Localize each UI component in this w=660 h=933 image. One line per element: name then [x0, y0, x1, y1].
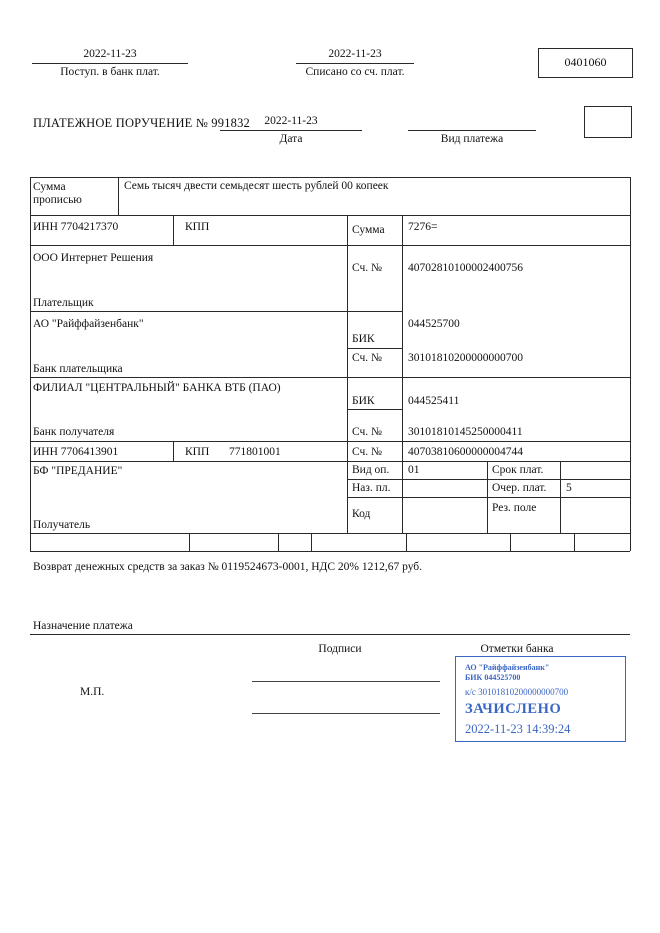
vid-op-label: Вид оп. — [352, 464, 390, 476]
purpose-underline — [30, 634, 630, 635]
table-border-line — [278, 533, 279, 551]
mp-label: М.П. — [80, 686, 105, 698]
table-border-line — [30, 441, 630, 442]
receiver-bank-bik-label: БИК — [352, 395, 375, 407]
table-border-line — [30, 377, 630, 378]
ocher-plat-value: 5 — [566, 482, 572, 494]
table-border-line — [30, 245, 630, 246]
stamp-status: ЗАЧИСЛЕНО — [465, 701, 562, 718]
table-border-line — [560, 461, 561, 533]
amount-words-text: Семь тысяч двести семьдесят шесть рублей 00 копеек — [124, 180, 389, 192]
stamp-bank-name: АО "Райффайзенбанк" — [465, 663, 550, 672]
table-border-line — [630, 177, 631, 551]
payer-inn: ИНН 7704217370 — [33, 221, 119, 233]
received-date-block — [32, 48, 188, 79]
doc-date-label: Дата — [279, 133, 303, 146]
payer-bank-name: АО "Райффайзенбанк" — [33, 318, 144, 330]
signature-line — [252, 681, 440, 682]
payer-bank-account: 30101810200000000700 — [408, 352, 523, 364]
receiver-bank-name: ФИЛИАЛ "ЦЕНТРАЛЬНЫЙ" БАНКА ВТБ (ПАО) — [33, 382, 281, 394]
table-border-line — [510, 533, 511, 551]
table-border-line — [118, 177, 119, 215]
doc-date-value: 2022-11-23 — [220, 115, 362, 131]
kod-label: Код — [352, 508, 371, 520]
naz-pl-label: Наз. пл. — [352, 482, 391, 494]
table-border-line — [311, 533, 312, 551]
receiver-account-label: Сч. № — [352, 446, 383, 458]
table-border-line — [30, 461, 630, 462]
ocher-plat-label: Очер. плат. — [492, 482, 547, 494]
rez-pole-label: Рез. поле — [492, 502, 537, 514]
payment-kind-label: Вид платежа — [440, 133, 504, 145]
srok-plat-label: Срок плат. — [492, 464, 544, 476]
signature-line — [252, 713, 440, 714]
amount-words-label-line2: прописью — [33, 194, 82, 206]
payer-bank-bik-label: БИК — [352, 333, 375, 345]
receiver-kpp-label: КПП — [185, 446, 210, 458]
receiver-bank-label: Банк получателя — [33, 426, 115, 438]
stamp-bik: БИК 044525700 — [465, 673, 521, 682]
table-border-line — [30, 177, 630, 178]
table-border-line — [30, 177, 31, 551]
bank-marks-label: Отметки банка — [480, 643, 554, 655]
status-code-box — [584, 106, 632, 138]
receiver-name: БФ "ПРЕДАНИЕ" — [33, 465, 123, 477]
receiver-account: 40703810600000004744 — [408, 446, 523, 458]
table-border-line — [347, 215, 348, 533]
form-code-box: 0401060 — [538, 48, 633, 78]
stamp-corr-account: к/с 30101810200000000700 — [465, 687, 569, 697]
table-border-line — [347, 497, 630, 498]
receiver-bank-account: 30101810145250000411 — [408, 426, 523, 438]
payment-kind-block — [408, 115, 536, 146]
purpose-label: Назначение платежа — [33, 620, 133, 632]
payer-kpp-label: КПП — [185, 221, 210, 233]
amount-words-label-line1: Сумма — [33, 181, 66, 193]
debited-date-value: 2022-11-23 — [296, 48, 414, 64]
debited-date-block — [296, 48, 414, 79]
doc-date-block — [220, 115, 362, 146]
table-border-line — [347, 409, 402, 410]
payer-account-label: Сч. № — [352, 262, 383, 274]
table-border-line — [347, 479, 630, 480]
payer-bank-bik: 044525700 — [408, 318, 460, 330]
table-border-line — [347, 348, 402, 349]
receiver-label: Получатель — [33, 519, 91, 531]
table-border-line — [173, 441, 174, 461]
payer-account: 40702810100002400756 — [408, 262, 523, 274]
signatures-label: Подписи — [318, 643, 362, 655]
table-border-line — [30, 533, 630, 534]
sum-label: Сумма — [352, 224, 385, 236]
table-border-line — [30, 215, 630, 216]
payment-kind-value — [408, 115, 536, 131]
table-border-line — [173, 215, 174, 245]
payer-name: ООО Интернет Решения — [33, 252, 154, 264]
table-border-line — [406, 533, 407, 551]
document-title: ПЛАТЕЖНОЕ ПОРУЧЕНИЕ № 991832 — [33, 116, 250, 130]
table-border-line — [30, 551, 630, 552]
stamp-datetime: 2022-11-23 14:39:24 — [465, 722, 571, 737]
payer-bank-account-label: Сч. № — [352, 352, 383, 364]
table-border-line — [402, 215, 403, 533]
received-date-label: Поступ. в банк плат. — [60, 66, 160, 79]
payer-bank-label: Банк плательщика — [33, 363, 123, 375]
table-border-line — [189, 533, 190, 551]
receiver-bank-account-label: Сч. № — [352, 426, 383, 438]
sum-value: 7276= — [408, 221, 438, 233]
payer-label: Плательщик — [33, 297, 94, 309]
bank-stamp — [455, 656, 626, 742]
receiver-inn: ИНН 7706413901 — [33, 446, 119, 458]
purpose-text: Возврат денежных средств за заказ № 0119524673-0001, НДС 20% 1212,67 руб. — [33, 561, 423, 573]
receiver-kpp: 771801001 — [229, 446, 281, 458]
receiver-bank-bik: 044525411 — [408, 395, 460, 407]
vid-op-value: 01 — [408, 464, 420, 476]
debited-date-label: Списано со сч. плат. — [305, 66, 405, 79]
received-date-value: 2022-11-23 — [32, 48, 188, 64]
table-border-line — [487, 461, 488, 533]
table-border-line — [574, 533, 575, 551]
